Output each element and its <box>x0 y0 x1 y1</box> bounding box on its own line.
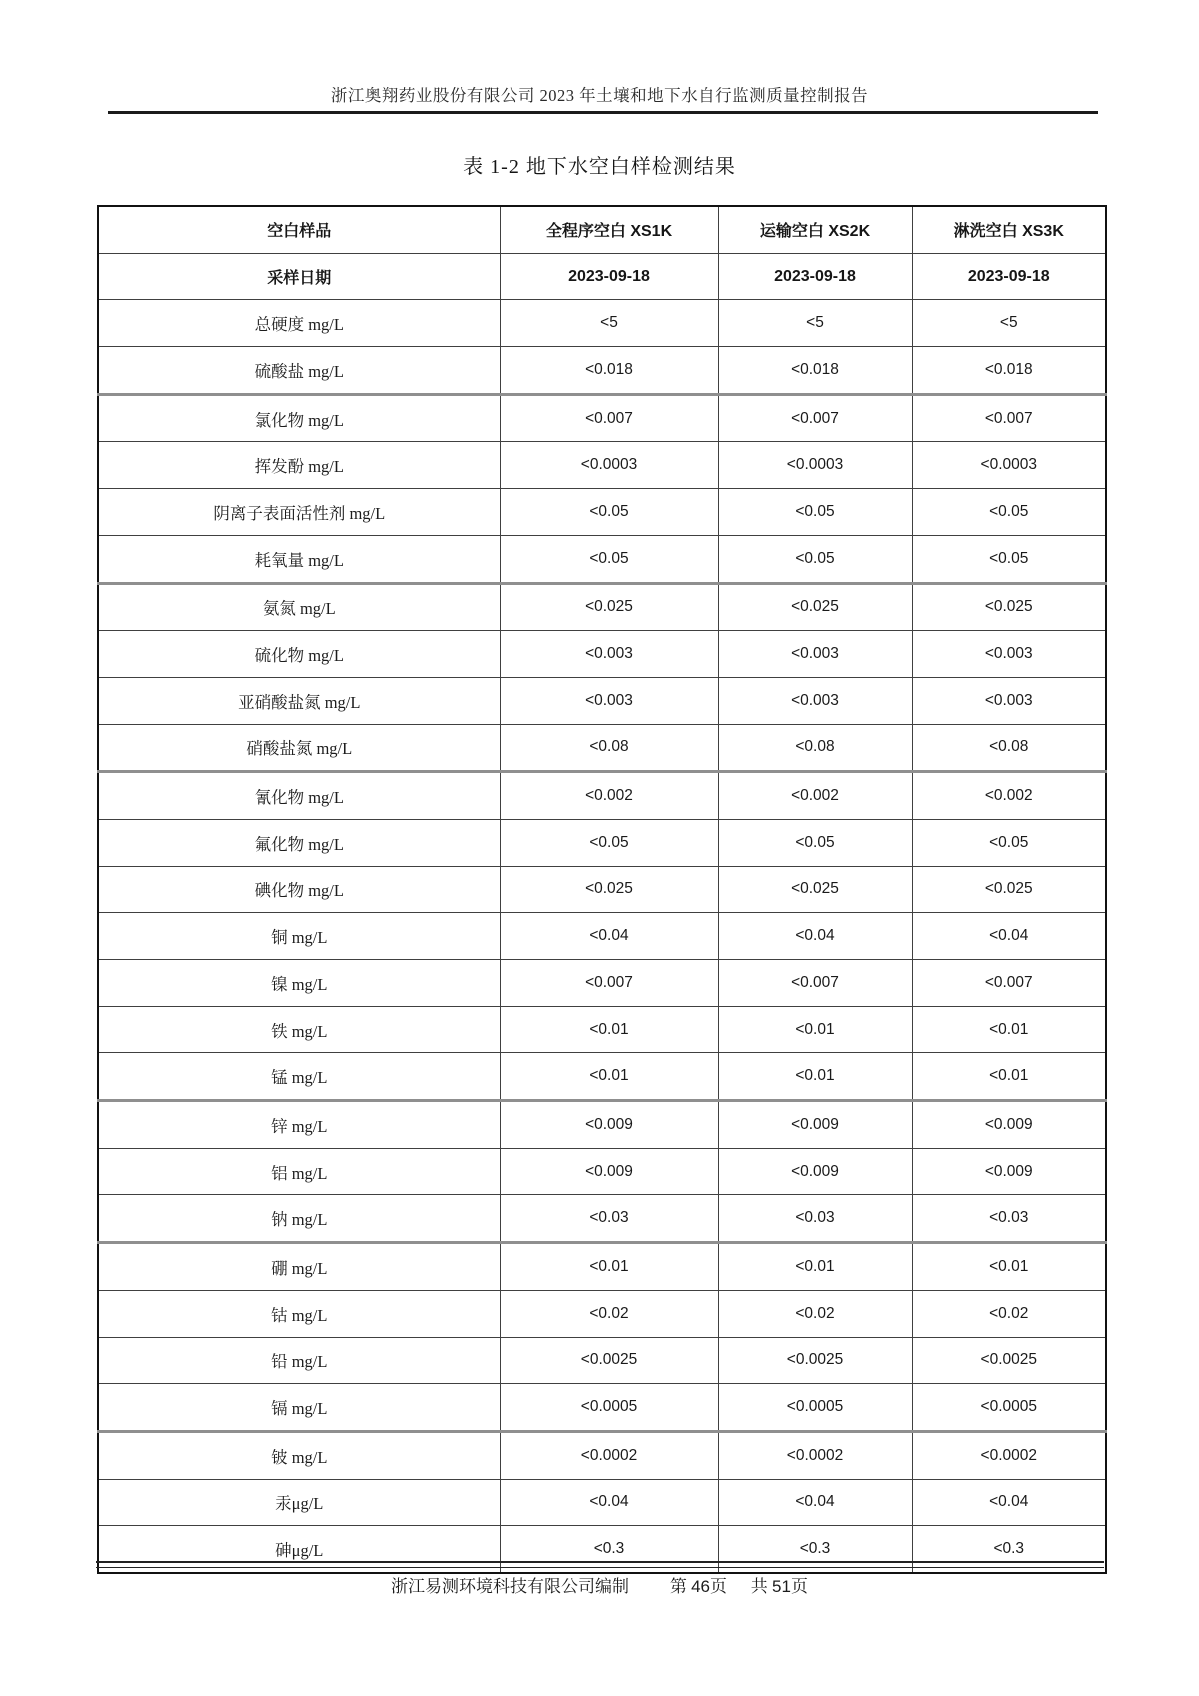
param-label: 硼 mg/L <box>98 1243 500 1291</box>
param-value: <0.0005 <box>912 1384 1106 1432</box>
param-value: <0.0005 <box>718 1384 912 1432</box>
table-row <box>98 724 1106 772</box>
param-value: <0.04 <box>912 913 1106 960</box>
param-label: 碘化物 mg/L <box>98 866 500 913</box>
param-label: 汞μg/L <box>98 1479 500 1526</box>
param-label: 耗氧量 mg/L <box>98 535 500 583</box>
param-value: <0.009 <box>912 1148 1106 1195</box>
param-value: <0.007 <box>718 394 912 442</box>
sampling-date-value: 2023-09-18 <box>912 253 1106 300</box>
table-row <box>98 394 1106 442</box>
param-value: <0.025 <box>500 583 718 631</box>
table-row <box>98 1053 1106 1101</box>
table-row <box>98 913 1106 960</box>
param-value: <0.0003 <box>912 442 1106 489</box>
param-value: <0.03 <box>718 1195 912 1243</box>
param-value: <0.02 <box>500 1290 718 1337</box>
param-value: <0.002 <box>718 772 912 820</box>
param-value: <0.01 <box>718 1243 912 1291</box>
param-value: <0.009 <box>718 1148 912 1195</box>
param-value: <0.04 <box>500 1479 718 1526</box>
param-value: <0.05 <box>500 819 718 866</box>
param-value: <0.01 <box>500 1053 718 1101</box>
table-row <box>98 1006 1106 1053</box>
param-value: <0.009 <box>500 1148 718 1195</box>
param-value: <0.009 <box>718 1101 912 1149</box>
param-value: <0.04 <box>718 1479 912 1526</box>
param-value: <0.05 <box>718 819 912 866</box>
param-label: 铝 mg/L <box>98 1148 500 1195</box>
sampling-date-label: 采样日期 <box>98 253 500 300</box>
param-value: <0.03 <box>500 1195 718 1243</box>
param-value: <0.3 <box>500 1526 718 1573</box>
table-row <box>98 1243 1106 1291</box>
param-label: 铅 mg/L <box>98 1337 500 1384</box>
param-value: <5 <box>500 300 718 347</box>
param-value: <0.0003 <box>500 442 718 489</box>
table-row <box>98 347 1106 395</box>
param-label: 氰化物 mg/L <box>98 772 500 820</box>
table-row <box>98 1431 1106 1479</box>
footer-total-pages: 共 51页 <box>750 1577 808 1596</box>
param-label: 亚硝酸盐氮 mg/L <box>98 677 500 724</box>
param-label: 镉 mg/L <box>98 1384 500 1432</box>
param-value: <0.04 <box>500 913 718 960</box>
param-value: <0.03 <box>912 1195 1106 1243</box>
param-value: <0.002 <box>500 772 718 820</box>
param-value: <0.08 <box>912 724 1106 772</box>
footer-page-number: 第 46页 <box>669 1577 727 1596</box>
table-row <box>98 1195 1106 1243</box>
param-value: <0.01 <box>500 1006 718 1053</box>
column-header-xs3k: 淋洗空白 XS3K <box>912 206 1106 253</box>
param-value: <0.018 <box>912 347 1106 395</box>
sampling-date-row <box>98 253 1106 300</box>
table-row <box>98 489 1106 536</box>
param-value: <0.0003 <box>718 442 912 489</box>
param-value: <0.007 <box>500 960 718 1007</box>
table-title: 表 1-2 地下水空白样检测结果 <box>463 156 736 178</box>
sampling-date-value: 2023-09-18 <box>500 253 718 300</box>
table-row <box>98 442 1106 489</box>
table-row <box>98 631 1106 678</box>
param-value: <0.025 <box>718 583 912 631</box>
param-value: <0.01 <box>912 1006 1106 1053</box>
param-label: 钴 mg/L <box>98 1290 500 1337</box>
param-value: <0.025 <box>912 583 1106 631</box>
param-label: 锌 mg/L <box>98 1101 500 1149</box>
param-label: 砷μg/L <box>98 1526 500 1573</box>
param-value: <0.0002 <box>912 1431 1106 1479</box>
param-value: <0.007 <box>718 960 912 1007</box>
param-value: <0.3 <box>718 1526 912 1573</box>
param-label: 挥发酚 mg/L <box>98 442 500 489</box>
table-row <box>98 1479 1106 1526</box>
header-rule <box>108 111 1098 114</box>
param-value: <0.007 <box>912 960 1106 1007</box>
param-value: <0.0025 <box>718 1337 912 1384</box>
param-value: <0.018 <box>718 347 912 395</box>
param-value: <0.025 <box>718 866 912 913</box>
param-value: <0.009 <box>912 1101 1106 1149</box>
table-row <box>98 1148 1106 1195</box>
param-value: <0.08 <box>500 724 718 772</box>
table-row <box>98 772 1106 820</box>
param-label: 阴离子表面活性剂 mg/L <box>98 489 500 536</box>
footer-rule <box>96 1561 1104 1568</box>
param-label: 镍 mg/L <box>98 960 500 1007</box>
column-header-sample: 空白样品 <box>98 206 500 253</box>
table-row <box>98 819 1106 866</box>
table-row <box>98 677 1106 724</box>
table-row <box>98 960 1106 1007</box>
param-value: <0.01 <box>718 1006 912 1053</box>
param-value: <0.003 <box>500 631 718 678</box>
param-value: <0.04 <box>912 1479 1106 1526</box>
param-label: 总硬度 mg/L <box>98 300 500 347</box>
table-row <box>98 583 1106 631</box>
param-label: 锰 mg/L <box>98 1053 500 1101</box>
param-label: 钠 mg/L <box>98 1195 500 1243</box>
param-label: 铍 mg/L <box>98 1431 500 1479</box>
param-value: <0.003 <box>718 677 912 724</box>
table-header-row <box>98 206 1106 253</box>
param-value: <0.007 <box>912 394 1106 442</box>
param-value: <0.003 <box>718 631 912 678</box>
param-value: <0.05 <box>718 535 912 583</box>
sampling-date-value: 2023-09-18 <box>718 253 912 300</box>
param-label: 氟化物 mg/L <box>98 819 500 866</box>
param-label: 铁 mg/L <box>98 1006 500 1053</box>
param-value: <0.01 <box>912 1053 1106 1101</box>
param-value: <0.05 <box>718 489 912 536</box>
table-row <box>98 1384 1106 1432</box>
param-value: <0.025 <box>500 866 718 913</box>
param-value: <0.3 <box>912 1526 1106 1573</box>
table-row <box>98 866 1106 913</box>
param-value: <0.025 <box>912 866 1106 913</box>
param-value: <0.01 <box>718 1053 912 1101</box>
param-value: <0.01 <box>500 1243 718 1291</box>
document-header-title: 浙江奥翔药业股份有限公司 2023 年土壤和地下水自行监测质量控制报告 <box>330 86 869 105</box>
param-value: <0.009 <box>500 1101 718 1149</box>
param-value: <0.05 <box>500 489 718 536</box>
column-header-xs2k: 运输空白 XS2K <box>718 206 912 253</box>
param-value: <0.05 <box>500 535 718 583</box>
table-row <box>98 1290 1106 1337</box>
param-value: <0.003 <box>500 677 718 724</box>
param-value: <0.04 <box>718 913 912 960</box>
param-value: <0.0002 <box>500 1431 718 1479</box>
param-value: <0.05 <box>912 489 1106 536</box>
param-value: <0.007 <box>500 394 718 442</box>
param-value: <0.02 <box>718 1290 912 1337</box>
param-value: <0.02 <box>912 1290 1106 1337</box>
table-row <box>98 1337 1106 1384</box>
param-value: <0.0002 <box>718 1431 912 1479</box>
table-row <box>98 1101 1106 1149</box>
param-value: <0.0005 <box>500 1384 718 1432</box>
param-label: 铜 mg/L <box>98 913 500 960</box>
param-value: <0.003 <box>912 631 1106 678</box>
param-label: 硫化物 mg/L <box>98 631 500 678</box>
param-value: <0.08 <box>718 724 912 772</box>
table-row <box>98 535 1106 583</box>
param-value: <0.0025 <box>500 1337 718 1384</box>
footer-company: 浙江易测环境科技有限公司编制 <box>391 1577 630 1596</box>
column-header-xs1k: 全程序空白 XS1K <box>500 206 718 253</box>
blank-sample-table <box>97 205 1107 1574</box>
param-value: <0.002 <box>912 772 1106 820</box>
param-value: <0.018 <box>500 347 718 395</box>
param-label: 氯化物 mg/L <box>98 394 500 442</box>
param-value: <5 <box>718 300 912 347</box>
page-footer <box>0 1572 1199 1597</box>
param-value: <0.0025 <box>912 1337 1106 1384</box>
param-label: 硫酸盐 mg/L <box>98 347 500 395</box>
table-body <box>98 300 1106 1573</box>
param-value: <0.01 <box>912 1243 1106 1291</box>
table-row <box>98 300 1106 347</box>
param-value: <0.05 <box>912 535 1106 583</box>
param-value: <0.003 <box>912 677 1106 724</box>
param-value: <5 <box>912 300 1106 347</box>
param-label: 硝酸盐氮 mg/L <box>98 724 500 772</box>
param-label: 氨氮 mg/L <box>98 583 500 631</box>
param-value: <0.05 <box>912 819 1106 866</box>
